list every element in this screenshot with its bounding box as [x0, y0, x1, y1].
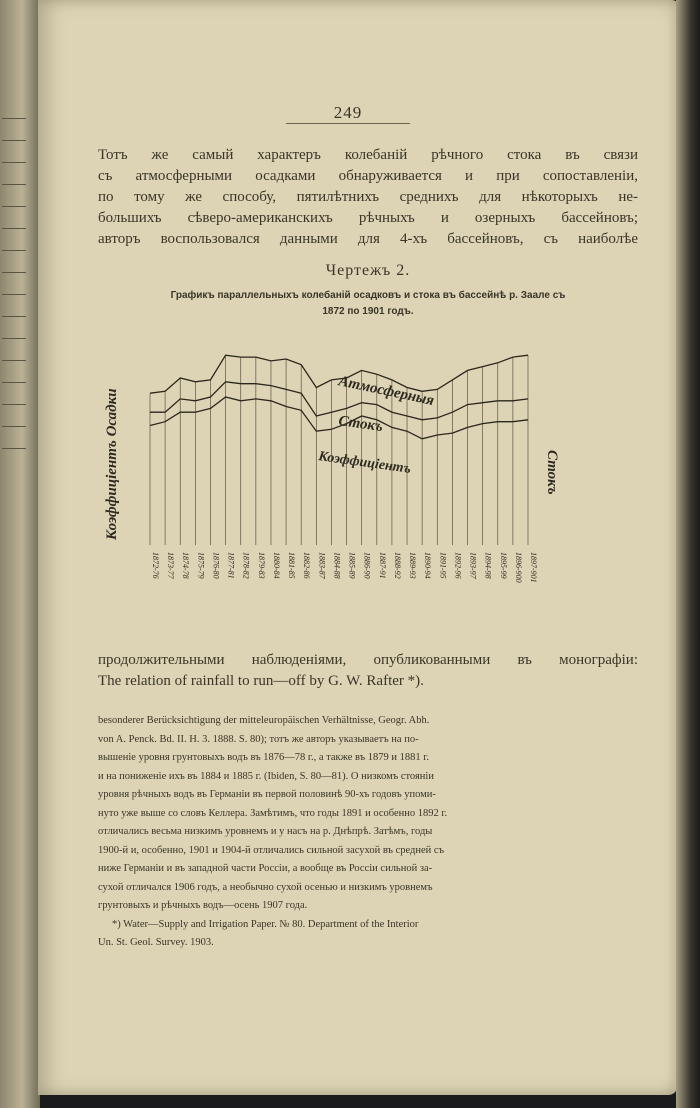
footnote-line: и на пониженіе ихъ въ 1884 и 1885 г. (Ibiden, S. 80—81). О низкомъ стояніи: [98, 770, 434, 782]
text-line: по тому же способу, пятилѣтнихъ среднихъ для нѣкоторыхъ не-: [98, 189, 638, 205]
x-tick-label: 1883-87: [317, 552, 327, 579]
left-page-edge: [0, 0, 40, 1108]
text-line: авторъ воспользовался данными для 4-хъ бассейновъ, съ наиболѣе: [98, 231, 638, 247]
footnote-line: отличались весьма низкимъ уровнемъ и у насъ на р. Днѣпрѣ. Затѣмъ, годы: [98, 826, 433, 837]
x-tick-label: 1888-92: [392, 552, 402, 579]
footnote-line: Un. St. Geol. Survey. 1903.: [98, 937, 214, 948]
footnote-line: вышеніе уровня грунтовыхъ водъ въ 1876—78 г., а также въ 1879 и 1881 г.: [98, 752, 430, 763]
book-page: [38, 0, 678, 1095]
x-tick-label: 1894-98: [483, 552, 493, 579]
text-line: съ атмосферными осадками обнаруживается и при сопоставленіи,: [98, 168, 638, 184]
figure-title: [98, 288, 638, 320]
footnote-line: сухой отличался 1906 годъ, а необычно сухой осенью и низкимъ уровнемъ: [98, 881, 433, 893]
left-axis-label: Коэффиціентъ Осадки: [104, 388, 120, 540]
footnote-block: [98, 712, 638, 953]
curve-label-precip: Атмосферныя: [337, 373, 436, 410]
x-tick-label: 1897-901: [529, 552, 538, 583]
x-tick-label: 1874-78: [181, 552, 191, 579]
figure-title-line: 1872 по 1901 годъ.: [322, 306, 414, 317]
page-number: 249: [333, 103, 363, 122]
x-tick-label: 1895-99: [498, 552, 508, 579]
figure-title-line: Графикъ параллельныхъ колебаній осадковъ и стока въ бассейнѣ р. Заале съ: [170, 290, 566, 301]
footnote-line: besonderer Berücksichtigung der mitteleuropäischen Verhältnisse, Geogr. Abh.: [98, 715, 430, 726]
footnote-line: 1900-й и, особенно, 1901 и 1904-й отличались сильной засухой въ средней съ: [98, 844, 444, 856]
x-tick-label: 1877-81: [226, 552, 236, 579]
intro-paragraph: [98, 145, 638, 250]
x-tick-label: 1889-93: [408, 552, 418, 579]
x-tick-label: 1873-77: [166, 552, 176, 579]
x-tick-label: 1892-96: [453, 552, 463, 579]
after-paragraph: [98, 650, 638, 692]
footnote-line: von A. Penck. Bd. II. H. 3. 1888. S. 80); тотъ же авторъ указываетъ на по-: [98, 733, 419, 745]
x-tick-label: 1879-83: [256, 552, 266, 579]
right-axis-label: Стокъ: [544, 450, 560, 495]
footnote-line: ниже Германіи и въ западной части Россіи, а вообще въ Россіи сильной за-: [98, 863, 433, 874]
text-line-english: The relation of rainfall to run—off by G. W. Rafter *).: [98, 673, 424, 689]
footnote-line: нуто уже выше со словъ Келлера. Замѣтимъ, что годы 1891 и особенно 1892 г.: [98, 807, 448, 819]
x-tick-label: 1884-88: [332, 552, 342, 579]
x-tick-label: 1875-79: [196, 552, 206, 579]
x-tick-label: 1876-80: [211, 552, 221, 579]
curve-label-runoff: Стокъ: [337, 413, 384, 436]
text-line: большихъ сѣверо-американскихъ рѣчныхъ и озерныхъ бассейновъ;: [98, 210, 638, 226]
x-tick-label: 1872-76: [151, 552, 160, 579]
figure-caption: Чертежъ 2.: [325, 262, 411, 279]
x-tick-label: 1896-900: [513, 552, 523, 583]
page-number-rule: [286, 123, 410, 124]
x-tick-label: 1893-97: [468, 552, 478, 579]
curve-label-coefficient: Коэффиціентъ: [317, 449, 412, 477]
text-line: продолжительными наблюденіями, опубликованными въ монографіи:: [98, 652, 638, 668]
chart: [98, 330, 568, 620]
footnote-line: уровня рѣчныхъ водъ въ Германіи въ первой половинѣ 90-хъ годовъ упоми-: [98, 789, 436, 800]
x-tick-label: 1891-95: [438, 552, 448, 579]
footnote-line: грунтовыхъ и рѣчныхъ водъ—осень 1907 года.: [98, 900, 308, 911]
footnote-line: *) Water—Supply and Irrigation Paper. № 80. Department of the Interior: [112, 918, 419, 930]
x-tick-label: 1882-86: [302, 552, 312, 579]
x-tick-label: 1878-82: [241, 552, 251, 579]
x-tick-label: 1887-91: [377, 552, 387, 579]
x-tick-label: 1890-94: [423, 552, 433, 579]
x-tick-label: 1880-84: [271, 552, 281, 579]
x-tick-label: 1886-90: [362, 552, 372, 579]
x-tick-label: 1881-85: [287, 552, 297, 579]
x-tick-label: 1885-89: [347, 552, 357, 579]
right-page-edge: [676, 0, 700, 1108]
text-line: Тотъ же самый характеръ колебаній рѣчного стока въ связи: [98, 147, 638, 163]
